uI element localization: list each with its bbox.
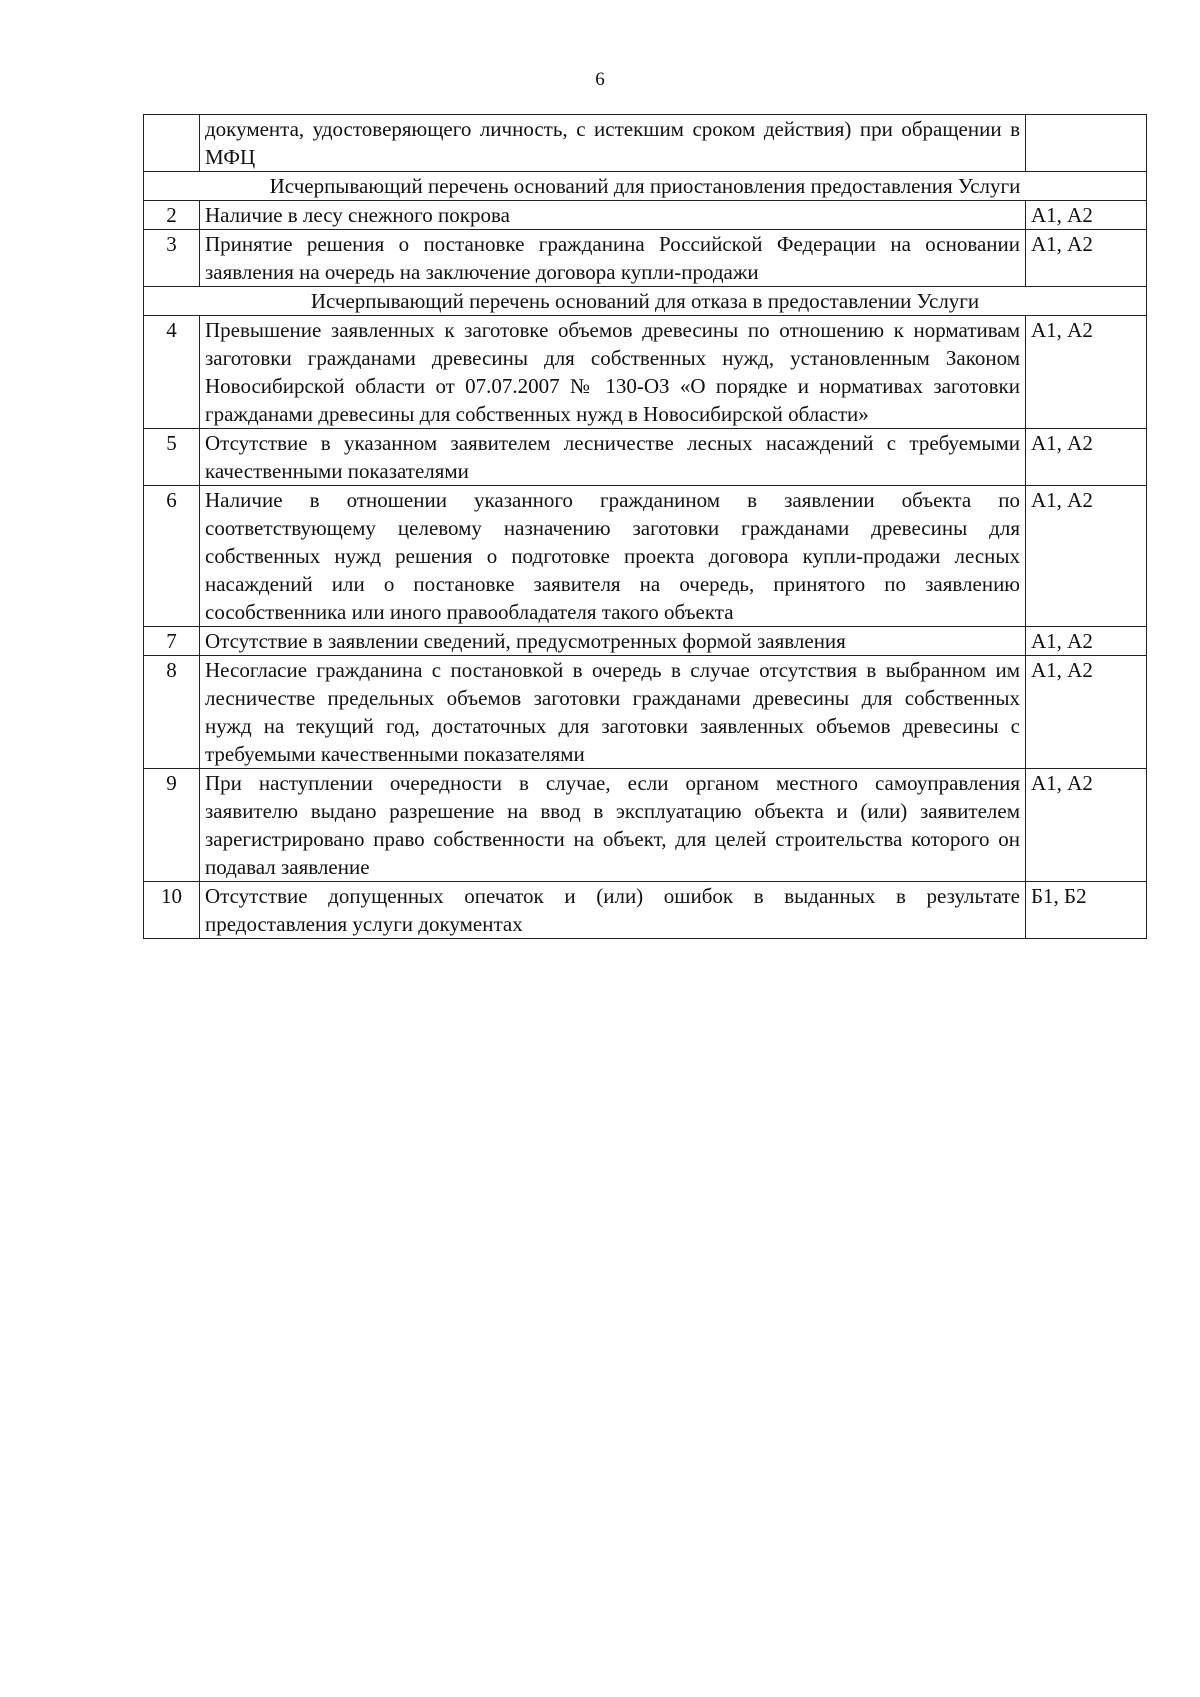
row-code: А1, А2 [1026, 230, 1147, 287]
row-text: Наличие в отношении указанного гражданином в заявлении объекта по соответствующему целевому назначению заготовки гражданами древесины для собственных нужд решения о подготовке проекта договора купли-продажи лесных насаждений или о постановке заявителя на очередь, принятого по заявлению сособственника или иного правообладателя такого объекта [200, 486, 1026, 627]
row-number: 7 [144, 627, 200, 656]
row-text: Принятие решения о постановке гражданина Российской Федерации на основании заявления на очередь на заключение договора купли-продажи [200, 230, 1026, 287]
table-row-continuation [144, 115, 1147, 172]
grounds-table [143, 114, 1147, 939]
table-row [144, 429, 1147, 486]
table-row [144, 316, 1147, 429]
row-number [144, 115, 200, 172]
row-code: А1, А2 [1026, 656, 1147, 769]
section-title: Исчерпывающий перечень оснований для отказа в предоставлении Услуги [144, 287, 1147, 316]
table-row [144, 486, 1147, 627]
row-code: Б1, Б2 [1026, 882, 1147, 939]
row-number: 2 [144, 201, 200, 230]
row-code: А1, А2 [1026, 627, 1147, 656]
row-number: 10 [144, 882, 200, 939]
row-number: 8 [144, 656, 200, 769]
row-text: Наличие в лесу снежного покрова [200, 201, 1026, 230]
row-text: Отсутствие допущенных опечаток и (или) ошибок в выданных в результате предоставления услуги документах [200, 882, 1026, 939]
row-number: 6 [144, 486, 200, 627]
table-row [144, 769, 1147, 882]
row-number: 3 [144, 230, 200, 287]
table-row [144, 230, 1147, 287]
row-code: А1, А2 [1026, 429, 1147, 486]
row-code: А1, А2 [1026, 486, 1147, 627]
row-code: А1, А2 [1026, 201, 1147, 230]
row-number: 5 [144, 429, 200, 486]
table-row [144, 627, 1147, 656]
row-text: Несогласие гражданина с постановкой в очередь в случае отсутствия в выбранном им лесничестве предельных объемов заготовки гражданами древесины для собственных нужд на текущий год, достаточных для заготовки заявленных объемов древесины с требуемыми качественными показателями [200, 656, 1026, 769]
row-text: Превышение заявленных к заготовке объемов древесины по отношению к нормативам заготовки гражданами древесины для собственных нужд, установленным Законом Новосибирской области от 07.07.2007 № 130-ОЗ «О порядке и нормативах заготовки гражданами древесины для собственных нужд в Новосибирской области» [200, 316, 1026, 429]
table-row [144, 882, 1147, 939]
section-title: Исчерпывающий перечень оснований для приостановления предоставления Услуги [144, 172, 1147, 201]
row-code: А1, А2 [1026, 316, 1147, 429]
page-number: 6 [595, 69, 605, 90]
row-code: А1, А2 [1026, 769, 1147, 882]
row-text: Отсутствие в заявлении сведений, предусмотренных формой заявления [200, 627, 1026, 656]
row-code [1026, 115, 1147, 172]
row-text: При наступлении очередности в случае, если органом местного самоуправления заявителю выдано разрешение на ввод в эксплуатацию объекта и (или) заявителем зарегистрировано право собственности на объект, для целей строительства которого он подавал заявление [200, 769, 1026, 882]
row-number: 4 [144, 316, 200, 429]
table-row [144, 201, 1147, 230]
row-number: 9 [144, 769, 200, 882]
table-row [144, 656, 1147, 769]
row-text: Отсутствие в указанном заявителем лесничестве лесных насаждений с требуемыми качественными показателями [200, 429, 1026, 486]
section-header-refuse [144, 287, 1147, 316]
section-header-suspend [144, 172, 1147, 201]
row-text: документа, удостоверяющего личность, с истекшим сроком действия) при обращении в МФЦ [200, 115, 1026, 172]
